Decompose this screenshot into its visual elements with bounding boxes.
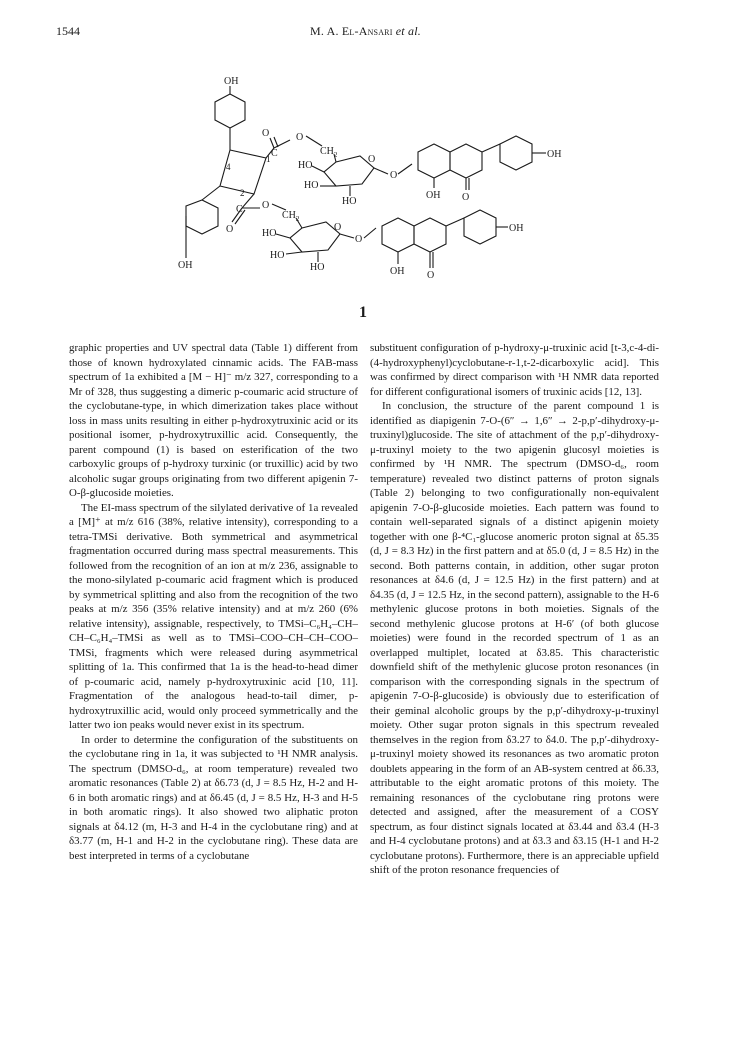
atom-o-lower-carbonyl: O (226, 224, 234, 235)
atom-ho-lower-b: HO (270, 250, 285, 261)
upper-flavone-c-ring (450, 144, 482, 178)
atom-ho-lower-c: HO (310, 262, 325, 273)
atom-ho-upper-c: HO (342, 196, 357, 207)
lower-flavone-b-ring (464, 210, 496, 244)
top-phenol-ring (215, 94, 245, 128)
upper-flavone-b-ring (500, 136, 532, 170)
atom-oh-flav-lower-5: OH (390, 266, 405, 277)
atom-c-upper: C (271, 148, 278, 159)
lower-glucose-ring (290, 222, 340, 252)
atom-ho-upper-a: HO (298, 160, 313, 171)
upper-flavone-a-ring (418, 144, 450, 178)
running-header-author: El-Ansari (341, 24, 393, 38)
atom-oh-top: OH (224, 76, 239, 87)
left-paragraph-2: The EI-mass spectrum of the silylated derivative of 1a revealed a [M]⁺ at m/z 616 (38%, relative intensity), corresponding to a tetra-TMSi derivative. Both symmetrical and asymmetrical fragmentation occurred during mass spectral measurements. This followed from the recognition of an ion at m/z 236, assignable to the mono-silylated p-coumaric acid fragment which is produced by symmetrical splitting and also from the recognition of the two peaks at m/z 356 (35% relative intensity) and at m/z 260 (6% relative intensity), assignable, respectively, to TMSi–C₆H₄–CH–CH–C₆H₄–TMSi as well as to TMSi–COO–CH–CH–COO–TMSi, fragments which were released during asymmetrical splitting of 1a. This confirmed that 1a is the head-to-head dimer of p-coumaric acid, namely p-hydroxytruxinic acid [10, 11]. Fragmentation of the analogous head-to-tail dimer, p-hydroxytruxillic acid, would only proceed symmetrically and the latter two ion peaks would never exist in its spectrum. (69, 501, 358, 731)
running-header-initial: M. A. (310, 24, 342, 38)
chemical-structure-figure (150, 58, 610, 330)
left-paragraph-1: graphic properties and UV spectral data (Table 1) different from those of known hydroxylated cinnamic acids. The FAB-mass spectrum of 1a exhibited a [M − H]⁻ m/z 327, corresponding to a Mr of 328, thus suggesting a dimeric p-coumaric acid structure of the cyclobutane-type, in which dimerization takes place without loss in mass units resulting in either p-hydroxytruxinic acid or its positional isomer, p-hydroxytruxillic acid. Consequently, the parent compound (1) is based on esterification of the two carboxylic groups of p-hydroxy turxinic (or truxillic) acid by two alcoholic sugar groups originating from two different apigenin 7-O-β-glucoside moieties. (69, 342, 358, 499)
running-header (0, 24, 731, 39)
atom-oh-flav-upper-5: OH (426, 190, 441, 201)
lower-flavone-c-ring (414, 218, 446, 252)
left-text-column (69, 341, 358, 863)
atom-ch2-lower: $CH_2$ (282, 210, 300, 223)
atom-o-flav-lower-keto: O (427, 270, 435, 281)
atom-ho-lower-a: HO (262, 228, 277, 239)
lower-flavone-a-ring (382, 218, 414, 252)
compound-label: 1 (359, 304, 367, 321)
atom-pos-1: 1 (266, 154, 271, 164)
atom-ch2-upper: $CH_2$ (320, 146, 338, 159)
page-number: 1544 (56, 24, 80, 38)
atom-o-ring-lower: O (334, 222, 342, 233)
atom-oh-flav-lower-4p: OH (509, 223, 524, 234)
atom-oh-flav-upper-4p: OH (547, 149, 562, 160)
right-text-column (370, 341, 659, 878)
left-paragraph-3: In order to determine the configuration of the substituents on the cyclobutane ring in 1a, it was subjected to ¹H NMR analysis. The spectrum (DMSO-d₆, at room temperature) revealed two aromatic resonances (Table 2) at δ6.73 (d, J = 8.5 Hz, H-2 and H-6 in both aromatic rings) and at δ6.45 (d, J = 8.5 Hz, H-3 and H-5 in both aromatic rings). It also showed two aliphatic proton signals at δ4.12 (m, H-3 and H-4 in the cyclobutane ring) and at δ3.77 (m, H-1 and H-2 in the cyclobutane ring). These data are best interpreted in terms of a cyclobutane (69, 733, 358, 862)
atom-pos-4: 4 (226, 162, 231, 172)
atom-o-lower-ester: O (262, 200, 270, 211)
atom-c-lower: C (236, 204, 243, 215)
running-header-etal: et al. (392, 24, 421, 38)
atom-o-ring-upper: O (368, 154, 376, 165)
right-paragraph-2: In conclusion, the structure of the parent compound 1 is identified as diapigenin 7-O-(6″ → 1,6″ → 2-p,p′-dihydroxy-μ-truxinyl)glucoside. The site of attachment of the p,p′-dihydroxy-μ-truxinyl moiety to the two apigenin glucosyl moieties is confirmed by ¹H NMR. The spectrum (DMSO-d₆, room temperature) revealed two distinct patterns of proton signals (Table 2) belonging to two configurationally non-equivalent apigenin 7-O-β-glucoside moieties. Each pattern was found to contain well-separated signals of a distinct apigenin moiety together with one β-⁴C₁-glucose anomeric proton signal at δ5.35 (d, J = 8.3 Hz) in the first pattern and at δ5.0 (d, J = 8.5 Hz) in the second. Both patterns contain, in addition, other sugar proton resonances at δ4.6 (d, J = 12.5 Hz) in the first pattern) and at δ4.35 (d, J = 12.5 Hz, in the second pattern), assignable to the H-6 methylenic glucose protons in both moieties. Signals of the second methylenic glucose protons at H-6′ (of both glucose moieties) were found in the recorded spectrum of 1 as an overlapped multiplet, located at δ3.85. This characteristic downfield shift of the methylenic glucose proton resonances (in comparison with the corresponding signals in the spectrum of apigenin 7-O-β-glucoside) is obviously due to esterification of their geminal alcoholic groups by the p,p′-dihydroxy-μ-truxinyl moiety. Other sugar proton signals in this spectrum revealed themselves in the region from δ3.27 to δ4.0. The p,p′-dihydroxy-μ-truxinyl moiety showed its resonances as two aromatic proton doublets appearing in the form of an AB-system centred at δ6.33, attributable to the eight aromatic protons of this moiety. The remaining resonances of the cyclobutane ring protons were detected and assigned, after the measurement of a COSY spectrum, as four distinct signals located at δ3.44 and δ3.4 (H-3 and H-4 cyclobutane protons) and at δ3.3 and δ3.15 (H-1 and H-2 cyclobutane protons). Furthermore, there is an appreciable upfield shift of the proton resonance frequencies of (370, 400, 659, 876)
atom-ho-upper-b: HO (304, 180, 319, 191)
upper-glucose-ring (324, 156, 374, 186)
atom-oh-bottom: OH (178, 260, 193, 271)
atom-o-glyc-upper: O (390, 170, 398, 181)
atom-pos-2: 2 (240, 188, 245, 198)
atom-o-upper-ester: O (296, 132, 304, 143)
atom-o-upper-carbonyl: O (262, 128, 270, 139)
atom-o-flav-upper-keto: O (462, 192, 470, 203)
lower-phenol-ring (186, 200, 218, 234)
right-paragraph-1: substituent configuration of p-hydroxy-μ-truxinic acid [t-3,c-4-di-(4-hydroxyphenyl)cyclobutane-r-1,t-2-dicarboxylic acid]. This was confirmed by direct comparison with ¹H NMR data reported for different configurational isomers of truxinic acids [12, 13]. (370, 342, 659, 398)
atom-o-glyc-lower: O (355, 234, 363, 245)
